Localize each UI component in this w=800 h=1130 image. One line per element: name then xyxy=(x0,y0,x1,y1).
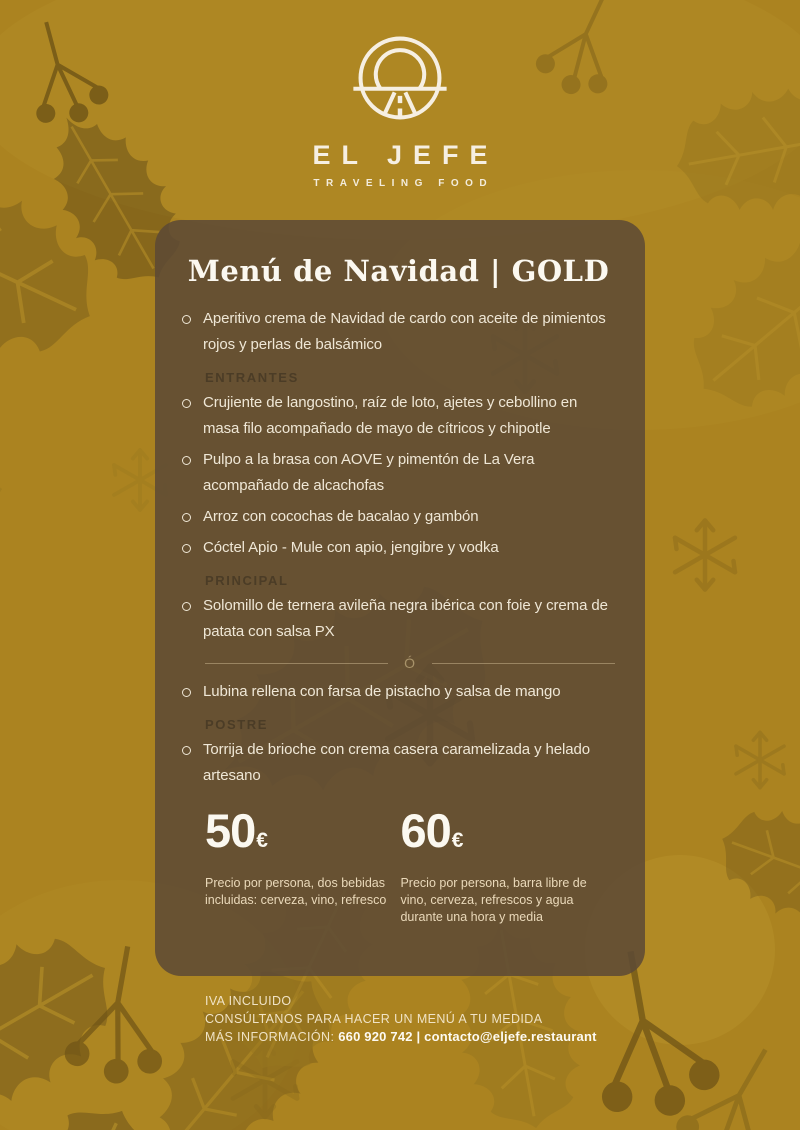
bullet-icon xyxy=(182,513,191,522)
divider-line xyxy=(205,663,388,664)
aperitivo-list xyxy=(182,306,615,358)
euro-sign: € xyxy=(256,829,267,852)
principal-alt-list xyxy=(182,679,615,705)
dish-item xyxy=(182,390,615,442)
menu-title: Menú de Navidad | GOLD xyxy=(187,254,610,288)
dish-text: Arroz con cocochas de bacalao y gambón xyxy=(203,508,479,525)
dish-text: Cóctel Apio - Mule con apio, jengibre y vodka xyxy=(203,539,499,556)
price-amount xyxy=(205,804,400,865)
dish-text: Solomillo de ternera avileña negra ibérica con foie y crema de patata con salsa PX xyxy=(203,597,608,640)
footer-contact-details: 660 920 742 | contacto@eljefe.restaurant xyxy=(338,1029,597,1044)
price-amount xyxy=(400,804,615,865)
or-divider xyxy=(205,655,615,671)
principal-list xyxy=(182,593,615,645)
bullet-icon xyxy=(182,688,191,697)
bullet-icon xyxy=(182,544,191,553)
dish-text: Crujiente de langostino, raíz de loto, ajetes y cebollino en masa filo acompañado de mayo de cítricos y chipotle xyxy=(203,394,578,437)
price-number: 60 xyxy=(400,804,451,857)
or-label: Ó xyxy=(404,655,416,671)
price-number: 50 xyxy=(205,804,256,857)
dish-item xyxy=(182,679,615,705)
dish-item xyxy=(182,593,615,645)
section-label-entrantes: ENTRANTES xyxy=(205,370,299,385)
footer-line-iva: IVA INCLUIDO xyxy=(205,994,292,1008)
dish-item-aperitivo xyxy=(182,306,615,358)
price-options xyxy=(205,804,615,926)
euro-sign: € xyxy=(451,829,463,852)
price-description: Precio por persona, dos bebidas incluidas: cerveza, vino, refresco xyxy=(205,876,387,907)
dish-item xyxy=(182,447,615,499)
postre-list xyxy=(182,737,615,789)
section-label-principal: PRINCIPAL xyxy=(205,573,289,588)
dish-text: Torrija de brioche con crema casera caramelizada y helado artesano xyxy=(203,741,590,784)
el-jefe-sun-road-logo-icon xyxy=(346,26,454,130)
entrantes-list xyxy=(182,390,615,561)
section-label-postre: POSTRE xyxy=(205,717,269,732)
divider-line xyxy=(432,663,615,664)
price-option-basic xyxy=(205,804,400,926)
dish-item xyxy=(182,504,615,530)
price-option-premium xyxy=(400,804,615,926)
footer-info xyxy=(205,992,597,1046)
bullet-icon xyxy=(182,602,191,611)
menu-card xyxy=(155,220,645,976)
footer-contact-label: MÁS INFORMACIÓN: xyxy=(205,1030,339,1044)
bullet-icon xyxy=(182,399,191,408)
footer-line-custom-menu: CONSÚLTANOS PARA HACER UN MENÚ A TU MEDIDA xyxy=(205,1012,543,1026)
brand-name: EL JEFE xyxy=(312,140,499,170)
footer-line-contact xyxy=(205,1028,597,1046)
dish-text: Pulpo a la brasa con AOVE y pimentón de La Vera acompañado de alcachofas xyxy=(203,451,535,494)
dish-item xyxy=(182,737,615,789)
bullet-icon xyxy=(182,746,191,755)
brand-header xyxy=(0,26,800,189)
bullet-icon xyxy=(182,315,191,324)
bullet-icon xyxy=(182,456,191,465)
dish-text: Lubina rellena con farsa de pistacho y salsa de mango xyxy=(203,683,561,700)
brand-tagline: TRAVELING FOOD xyxy=(313,178,494,189)
dish-text: Aperitivo crema de Navidad de cardo con aceite de pimientos rojos y perlas de balsámico xyxy=(203,310,606,353)
dish-item xyxy=(182,535,615,561)
price-description: Precio por persona, barra libre de vino, cerveza, refrescos y agua durante una hora y media xyxy=(400,876,587,924)
